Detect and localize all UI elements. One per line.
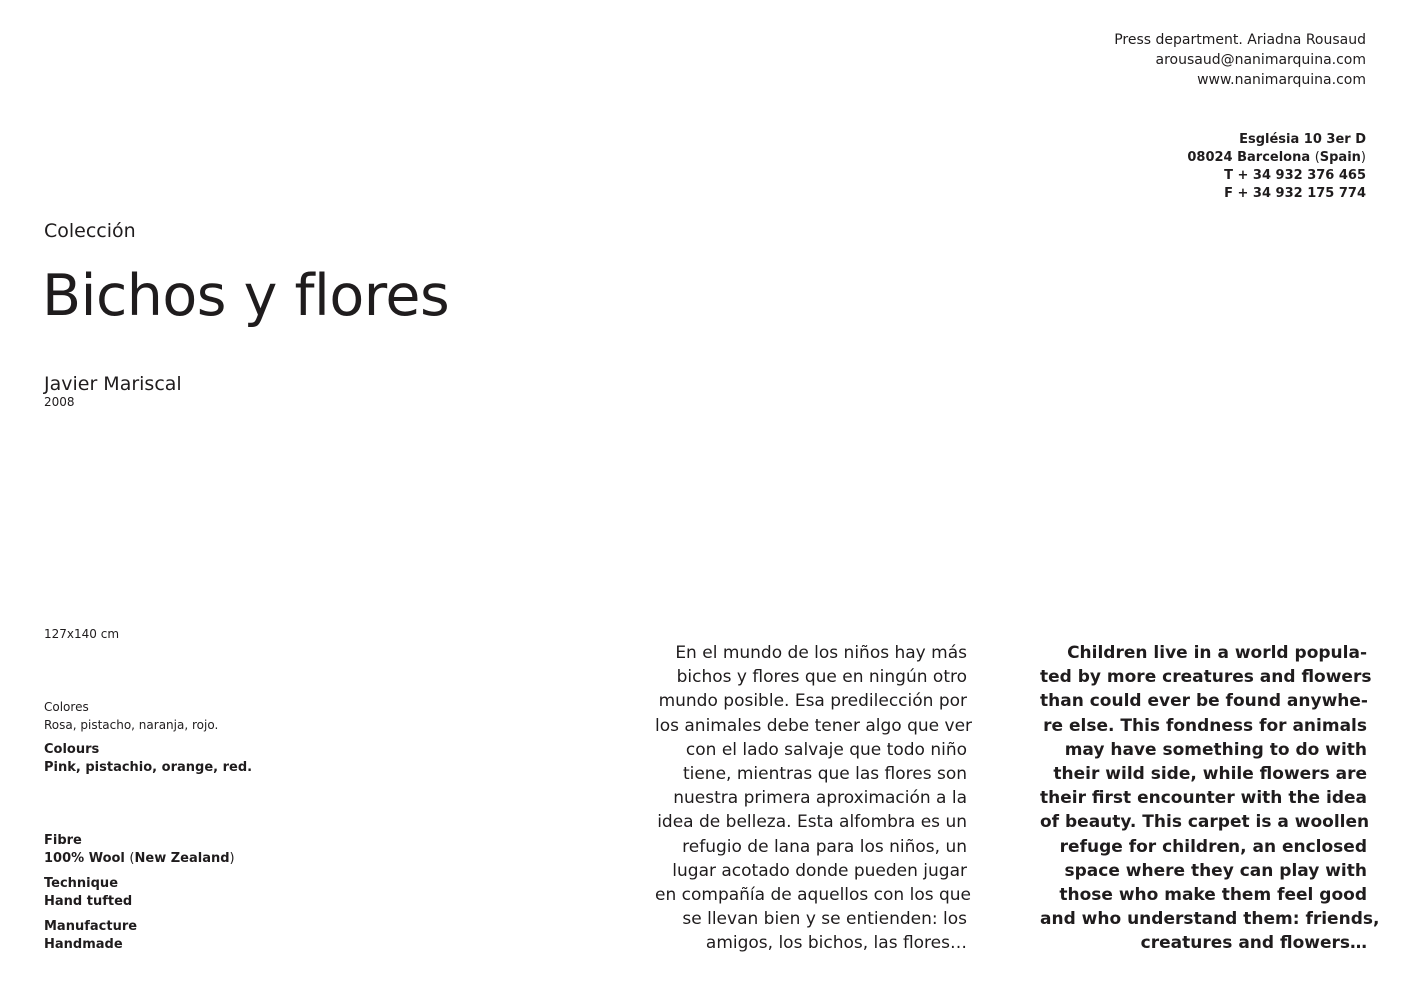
press-contact — [1114, 30, 1366, 90]
address-city-line: 08024 Barcelona (Spain) — [1187, 150, 1366, 165]
text-line: their first encounter with the idea — [1040, 788, 1367, 809]
manufacture-label: Manufacture — [44, 919, 138, 934]
fibre-value-line: 100% Wool (New Zealand) — [44, 851, 235, 866]
description-spanish — [655, 641, 973, 956]
colores-label: Colores — [44, 700, 89, 714]
text-line: refugio de lana para los niños, un — [682, 836, 967, 857]
text-line: their wild side, while flowers are — [1053, 764, 1367, 785]
text-line: En el mundo de los niños hay más — [675, 643, 967, 663]
text-line: amigos, los bichos, las flores… — [705, 933, 967, 954]
text-line: creatures and flowers… — [1140, 933, 1367, 954]
colours-spec — [44, 741, 252, 777]
text-line: lugar acotado donde pueden jugar — [672, 860, 967, 881]
design-year: 2008 — [44, 395, 75, 409]
description-english — [1040, 641, 1380, 956]
address-country: Spain — [1319, 150, 1361, 165]
text-line: those who make them feel good — [1059, 885, 1367, 906]
fibre-label: Fibre — [44, 833, 82, 848]
address-phone: T + 34 932 376 465 — [1224, 168, 1366, 183]
text-line: mundo posible. Esa predilección por — [658, 691, 967, 712]
text-line: se llevan bien y se entienden: los — [682, 909, 967, 930]
press-website[interactable]: www.nanimarquina.com — [1197, 72, 1366, 88]
technique-value: Hand tufted — [44, 894, 133, 909]
technique-label: Technique — [44, 876, 119, 891]
technique-spec — [44, 875, 132, 911]
colores-value: Rosa, pistacho, naranja, rojo. — [44, 718, 219, 732]
text-line: may have something to do with — [1064, 739, 1367, 760]
company-address — [1187, 131, 1366, 203]
manufacture-spec — [44, 918, 137, 954]
press-email[interactable]: arousaud@nanimarquina.com — [1155, 52, 1366, 68]
text-line: nuestra primera aproximación a la — [673, 788, 967, 809]
address-city: 08024 Barcelona — [1187, 150, 1311, 165]
text-line: ted by more creatures and flowers — [1040, 667, 1372, 688]
address-street: Església 10 3er D — [1239, 132, 1366, 147]
collection-title: Bichos y flores — [42, 263, 450, 329]
text-line: of beauty. This carpet is a woollen — [1040, 812, 1370, 833]
rug-size: 127x140 cm — [44, 627, 120, 641]
fibre-value: 100% Wool — [44, 851, 125, 866]
address-fax: F + 34 932 175 774 — [1224, 186, 1366, 201]
text-line: Children live in a world popula- — [1067, 643, 1367, 663]
collection-label: Colección — [44, 220, 136, 242]
text-line: re else. This fondness for animals — [1043, 715, 1367, 736]
text-line: refuge for children, an enclosed — [1059, 836, 1367, 857]
manufacture-value: Handmade — [44, 937, 123, 952]
designer-name: Javier Mariscal — [44, 373, 182, 395]
text-line: los animales debe tener algo que ver — [655, 715, 973, 736]
fibre-spec — [44, 832, 235, 868]
text-line: con el lado salvaje que todo niño — [685, 739, 967, 760]
text-line: space where they can play with — [1064, 860, 1367, 881]
text-line: than could ever be found anywhe- — [1040, 691, 1368, 712]
colours-label: Colours — [44, 742, 100, 757]
text-line: bichos y flores que en ningún otro — [676, 667, 967, 688]
text-line: idea de belleza. Esta alfombra es un — [657, 812, 967, 833]
colores-spec — [44, 698, 218, 734]
press-department: Press department. Ariadna Rousaud — [1114, 32, 1366, 48]
fibre-origin: New Zealand — [134, 851, 230, 866]
colours-value: Pink, pistachio, orange, red. — [44, 760, 253, 775]
text-line: en compañía de aquellos con los que — [655, 885, 972, 906]
text-line: and who understand them: friends, — [1040, 909, 1380, 930]
text-line: tiene, mientras que las flores son — [682, 764, 967, 785]
